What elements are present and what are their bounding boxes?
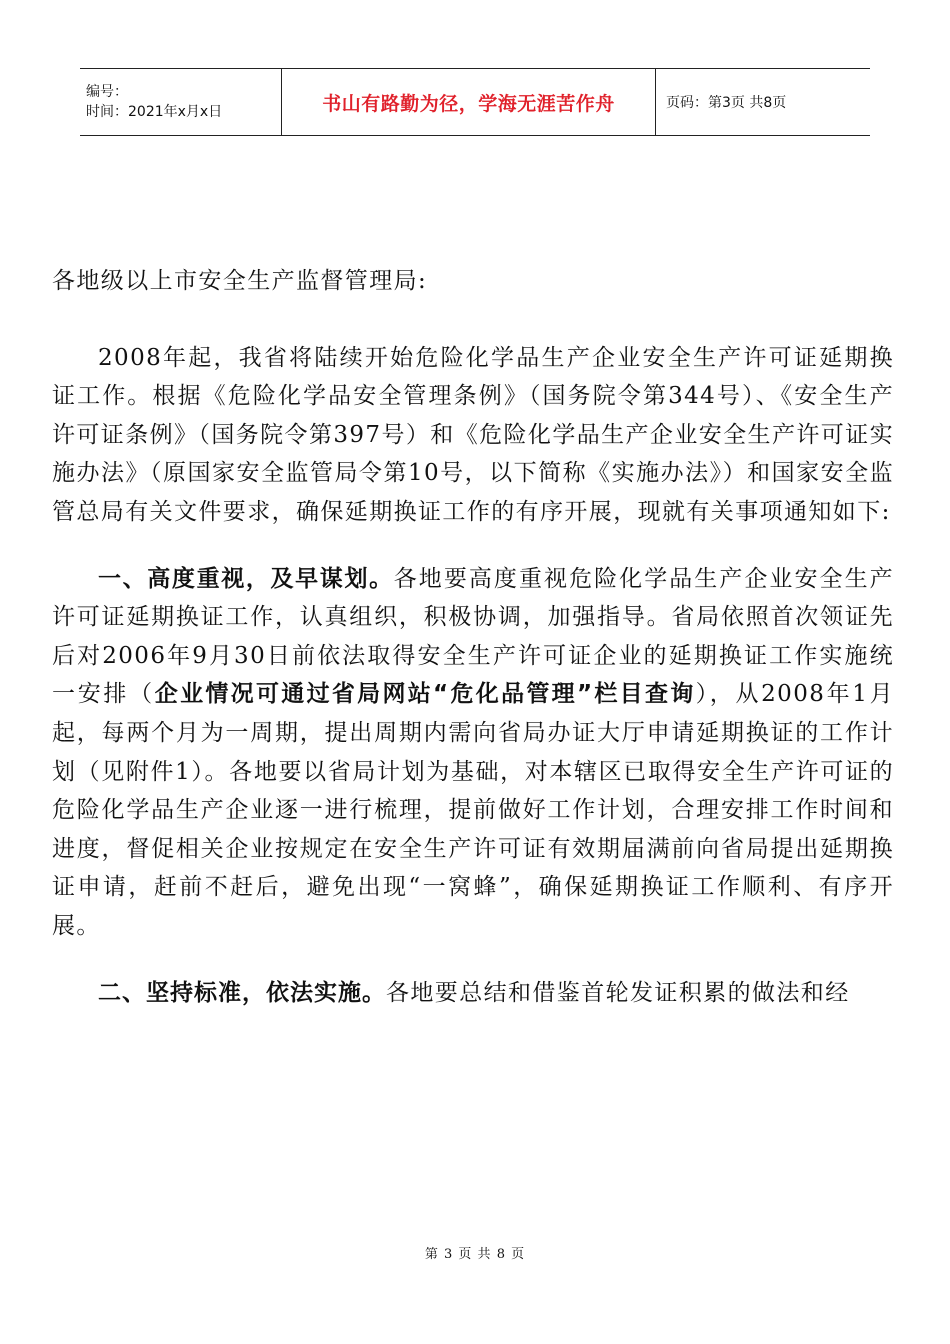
document-body [52,262,894,1012]
section-1-paragraph [52,560,894,946]
footer-page-number: 第 3 页 共 8 页 [424,1247,526,1262]
document-time: 时间：2021年x月x日 [86,104,223,120]
salutation: 各地级以上市安全生产监督管理局: [52,268,428,294]
header-page-info [656,69,870,135]
section-1-text-a: 各地要高度重视危险化学品生产企业安全生产许可证延期换证工作，认真组织，积极协调，加强指导。省局依照首次领证先后对2006年9月30日前依法取得安全生产许可证企业的延期换证工作实施统一安排（ [52,565,895,708]
section-1-heading: 一、高度重视，及早谋划。 [98,565,394,592]
page-footer [0,1243,950,1262]
document-number-label: 编号： [86,84,128,100]
section-1-text-b: ），从2008年1月起，每两个月为一周期，提出周期内需向省局办证大厅申请延期换证的工作计划（见附件1）。各地要以省局计划为基础，对本辖区已取得安全生产许可证的危险化学品生产企业逐一进行梳理，提前做好工作计划，合理安排工作时间和进度，督促相关企业按规定在安全生产许可证有效期届满前向省局提出延期换证申请，赶前不赶后，避免出现“一窝蜂”，确保延期换证工作顺利、有序开展。 [52,681,895,939]
section-2-heading: 二、坚持标准，依法实施。 [98,979,386,1006]
header-meta [80,69,282,135]
header-motto [282,69,656,135]
intro-paragraph: 2008年起，我省将陆续开始危险化学品生产企业安全生产许可证延期换证工作。根据《危险化学品安全管理条例》（国务院令第344号）、《安全生产许可证条例》（国务院令第397号）和《危险化学品生产企业安全生产许可证实施办法》（原国家安全监管局令第10号，以下简称《实施办法》）和国家安全监管总局有关文件要求，确保延期换证工作的有序开展，现就有关事项通知如下: [52,344,894,525]
header-table [80,68,870,136]
motto-text: 书山有路勤为径，学海无涯苦作舟 [322,92,615,115]
section-2-paragraph [52,974,894,1013]
section-1-bold-note: 企业情况可通过省局网站“危化品管理”栏目查询 [154,681,696,708]
page-info-text: 页码：第3页 共8页 [666,95,787,111]
section-2-text: 各地要总结和借鉴首轮发证积累的做法和经 [386,979,850,1006]
